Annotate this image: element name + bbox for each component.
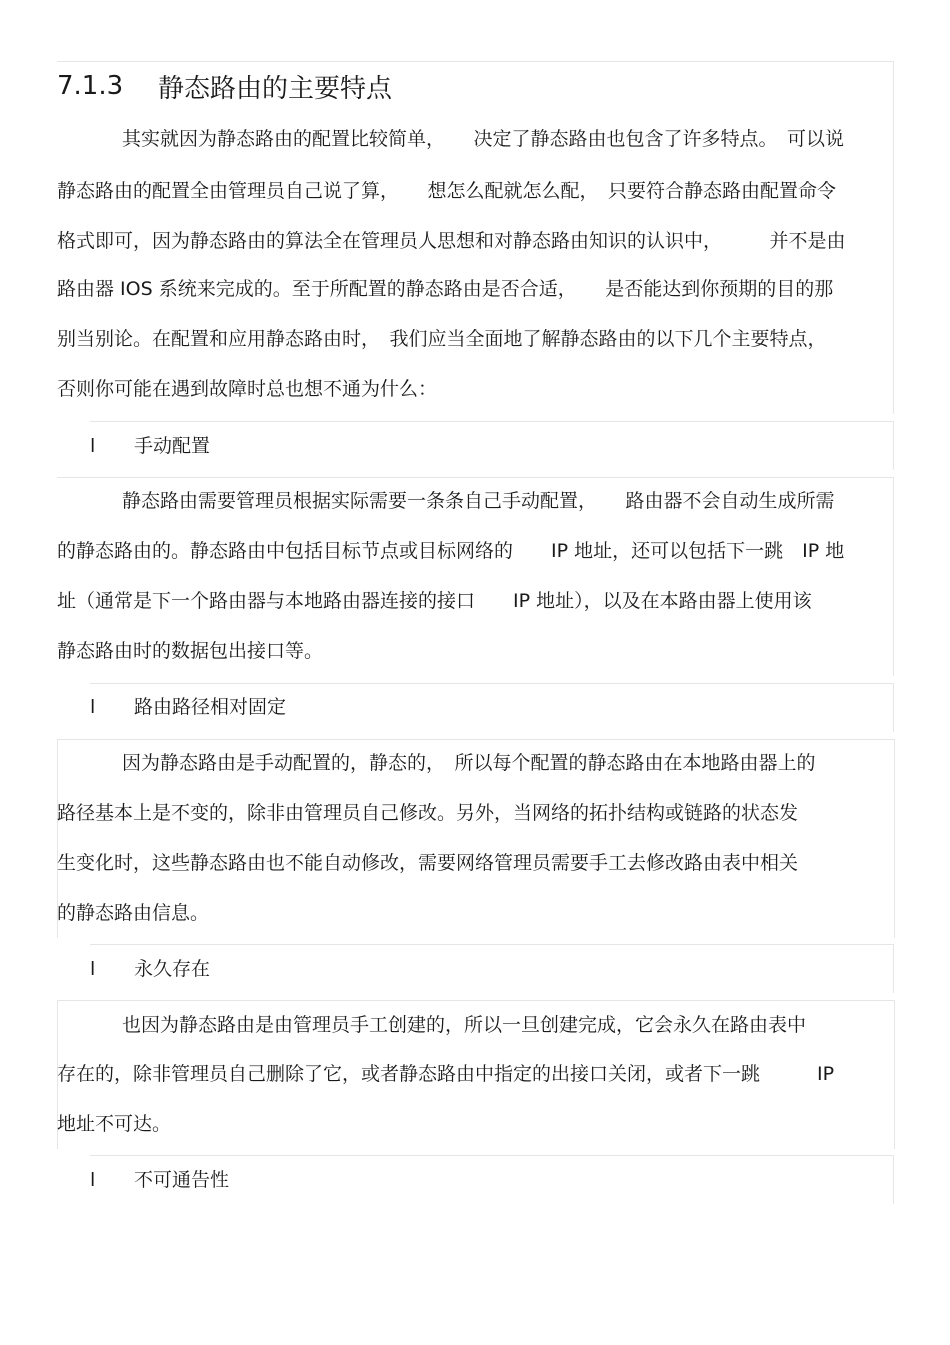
paragraph-line: 静态路由时的数据包出接口等。 bbox=[57, 640, 324, 662]
paragraph-line: 也因为静态路由是由管理员手工创建的，所以一旦创建完成，它会永久在路由表中 bbox=[122, 1014, 807, 1036]
bullet-marker: l bbox=[90, 1169, 96, 1191]
paragraph-line: 的静态路由的。静态路由中包括目标节点或目标网络的 IP 地址，还可以包括下一跳 IP 地 bbox=[57, 540, 845, 562]
paragraph-line: 生变化时，这些静态路由也不能自动修改，需要网络管理员需要手工去修改路由表中相关 bbox=[57, 852, 799, 874]
section-heading bbox=[57, 64, 392, 108]
bullet-marker: l bbox=[90, 435, 96, 457]
paragraph-line: 存在的，除非管理员自己删除了它，或者静态路由中指定的出接口关闭，或者下一跳 IP bbox=[57, 1063, 835, 1085]
paragraph-line: 别当别论。在配置和应用静态路由时， 我们应当全面地了解静态路由的以下几个主要特点， bbox=[57, 328, 827, 350]
paragraph-line: 格式即可，因为静态路由的算法全在管理员人思想和对静态路由知识的认识中， 并不是由 bbox=[57, 230, 846, 252]
paragraph-line: 静态路由需要管理员根据实际需要一条条自己手动配置， 路由器不会自动生成所需 bbox=[122, 490, 835, 512]
bullet-marker: l bbox=[90, 696, 96, 718]
section-number: 7.1.3 bbox=[57, 71, 124, 101]
feature-title: 不可通告性 bbox=[134, 1169, 230, 1191]
paragraph-line: 路径基本上是不变的，除非由管理员自己修改。另外，当网络的拓扑结构或链路的状态发 bbox=[57, 802, 799, 824]
paragraph-line: 路由器 IOS 系统来完成的。至于所配置的静态路由是否合适， 是否能达到你预期的目的那 bbox=[57, 278, 834, 300]
paragraph-line: 因为静态路由是手动配置的，静态的， 所以每个配置的静态路由在本地路由器上的 bbox=[122, 752, 816, 774]
feature-title: 手动配置 bbox=[134, 435, 211, 457]
feature-title: 路由路径相对固定 bbox=[134, 696, 287, 718]
section-title: 静态路由的主要特点 bbox=[158, 73, 393, 104]
paragraph-line: 地址不可达。 bbox=[57, 1113, 172, 1135]
bullet-marker: l bbox=[90, 958, 96, 980]
paragraph-line: 其实就因为静态路由的配置比较简单， 决定了静态路由也包含了许多特点。 可以说 bbox=[122, 128, 845, 150]
section-frame-feature-1-title bbox=[90, 421, 894, 470]
paragraph-line: 否则你可能在遇到故障时总也想不通为什么： bbox=[57, 378, 438, 400]
section-frame-feature-3-title bbox=[90, 944, 894, 993]
paragraph-line: 的静态路由信息。 bbox=[57, 902, 210, 924]
paragraph-line: 址（通常是下一个路由器与本地路由器连接的接口 IP 地址），以及在本路由器上使用该 bbox=[57, 590, 812, 612]
feature-title: 永久存在 bbox=[134, 958, 211, 980]
paragraph-line: 静态路由的配置全由管理员自己说了算， 想怎么配就怎么配， 只要符合静态路由配置命令 bbox=[57, 180, 837, 202]
